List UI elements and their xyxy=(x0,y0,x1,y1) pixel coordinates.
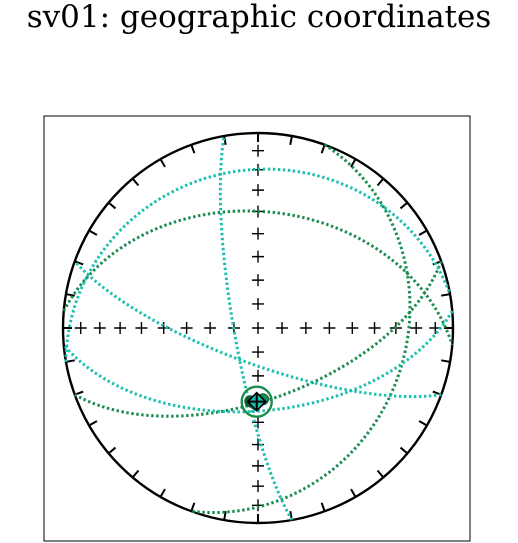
azimuth-tick xyxy=(419,421,427,426)
axis-cross xyxy=(252,184,264,196)
azimuth-tick xyxy=(89,231,97,236)
axis-cross xyxy=(300,322,312,334)
axis-cross xyxy=(252,370,264,382)
axis-cross xyxy=(114,322,126,334)
axis-cross xyxy=(75,322,87,334)
azimuth-tick xyxy=(441,294,450,296)
axis-cross-center xyxy=(252,322,264,334)
azimuth-tick xyxy=(400,448,407,454)
plot-title: sv01: geographic coordinates xyxy=(26,0,492,35)
azimuth-tick xyxy=(133,179,139,186)
azimuth-tick xyxy=(66,294,75,296)
axis-crosses xyxy=(75,145,442,512)
axis-cross xyxy=(252,346,264,358)
azimuth-tick xyxy=(322,503,325,511)
axis-cross xyxy=(181,322,193,334)
azimuth-tick xyxy=(351,489,356,497)
axis-cross xyxy=(135,322,147,334)
axis-cross xyxy=(252,228,264,240)
azimuth-tick xyxy=(378,179,384,186)
axis-cross xyxy=(252,145,264,157)
azimuth-tick xyxy=(161,159,166,167)
azimuth-tick xyxy=(378,470,384,477)
azimuth-tick xyxy=(109,203,116,209)
poles xyxy=(242,387,272,417)
axis-cross xyxy=(252,460,264,472)
azimuth-tick xyxy=(441,360,450,362)
azimuth-tick xyxy=(290,136,292,145)
azimuth-tick xyxy=(109,448,116,454)
axis-cross xyxy=(94,322,106,334)
axis-cross xyxy=(369,322,381,334)
axis-cross xyxy=(252,274,264,286)
axis-cross xyxy=(323,322,335,334)
axis-cross xyxy=(252,251,264,263)
axis-cross xyxy=(158,322,170,334)
azimuth-tick xyxy=(89,421,97,426)
azimuth-tick xyxy=(400,203,407,209)
axis-cross xyxy=(252,480,264,492)
azimuth-tick xyxy=(133,470,139,477)
azimuth-tick xyxy=(191,145,194,153)
axis-cross xyxy=(204,322,216,334)
axis-cross xyxy=(252,298,264,310)
azimuth-tick xyxy=(161,489,166,497)
axis-cross xyxy=(276,322,288,334)
azimuth-tick xyxy=(419,231,427,236)
axis-cross xyxy=(346,322,358,334)
axis-cross xyxy=(410,322,422,334)
